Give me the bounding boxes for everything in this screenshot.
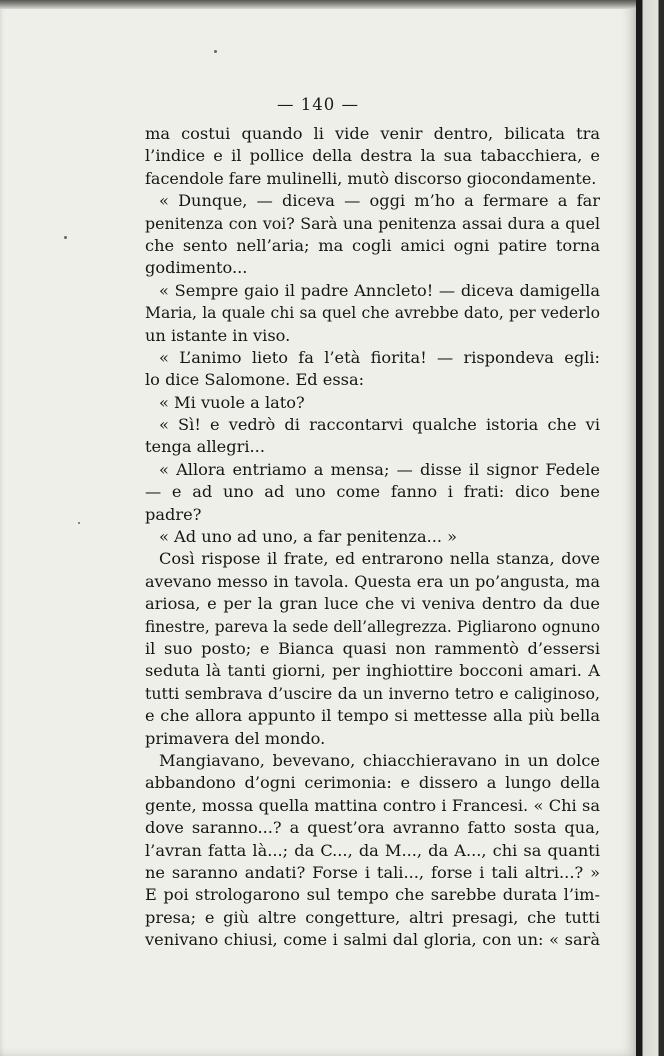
text-line: l’avran fatta là...; da C..., da M..., da A..., chi sa quanti [145,840,600,860]
text-line: « Ad uno ad uno, a far penitenza... » [159,527,458,547]
page-number: — 140 — [277,95,359,114]
text-line: il suo posto; e Bianca quasi non rammentò d’essersi [145,638,600,658]
text-line: Così rispose il frate, ed entrarono nella stanza, dove [159,549,600,569]
text-line: « Mi vuole a lato? [159,392,305,412]
paper-speck [78,522,80,524]
text-line: ariosa, e per la gran luce che vi veniva dentro da due [145,594,600,614]
text-line: e che allora appunto il tempo si mettesse alla più bella [145,706,600,726]
text-line: un istante in viso. [145,325,291,345]
text-line: facendole fare mulinelli, mutò discorso giocondamente. [145,168,597,188]
text-line: godimento... [145,258,248,278]
text-line: Maria, la quale chi sa quel che avrebbe dato, per vederlo [145,304,600,323]
text-line: penitenza con voi? Sarà una penitenza assai dura a quel [145,213,600,233]
text-line: dove saranno...? a quest’ora avranno fatto sosta qua, [145,818,600,838]
text-line: « Sì! e vedrò di raccontarvi qualche istoria che vi [159,415,600,435]
text-line: che sento nell’aria; ma cogli amici ogni patire torna [145,235,600,255]
text-line: « L’animo lieto fa l’età fiorita! — rispondeva egli: [159,347,600,367]
text-line: « Allora entriamo a mensa; — disse il signor Fedele [159,459,600,479]
text-line: « Dunque, — diceva — oggi m’ho a fermare a far [159,191,600,211]
paper-speck [214,50,217,53]
text-line: Mangiavano, bevevano, chiacchieravano in un dolce [159,750,600,770]
page-top-edge [0,0,636,9]
text-line: abbandono d’ogni cerimonia: e dissero a lungo della [145,773,600,793]
text-line: primavera del mondo. [145,728,326,748]
text-line: ma costui quando li vide venir dentro, bilicata tra [145,124,600,143]
text-line: avevano messo in tavola. Questa era un po’angusta, ma [145,571,600,591]
text-line: tutti sembrava d’uscire da un inverno tetro e caliginoso, [145,683,600,703]
text-line: gente, mossa quella mattina contro i Francesi. « Chi sa [145,795,600,815]
text-line: « Sempre gaio il padre Anncleto! — diceva damigella [159,280,600,300]
paper-speck [64,236,67,239]
text-line: tenga allegri... [145,437,265,457]
text-line: finestre, pareva la sede dell’allegrezza. Pigliarono ognuno [145,617,600,636]
text-line: venivano chiusi, come i salmi dal gloria, con un: « sarà [145,930,600,950]
text-line: E poi strologarono sul tempo che sarebbe durata l’im- [145,885,600,905]
text-line: seduta là tanti giorni, per inghiottire bocconi amari. A [145,661,600,681]
adjacent-page-edge [636,0,664,1056]
text-line: presa; e giù altre congetture, altri presagi, che tutti [145,907,600,927]
body-text [145,123,600,951]
text-line: ne saranno andati? Forse i tali..., forse i tali altri...? » [145,862,600,882]
text-line: l’indice e il pollice della destra la sua tabacchiera, e [145,146,600,166]
text-line: lo dice Salomone. Ed essa: [145,370,365,390]
text-line: — e ad uno ad uno come fanno i frati: dico bene [145,482,600,502]
text-line: padre? [145,504,202,524]
